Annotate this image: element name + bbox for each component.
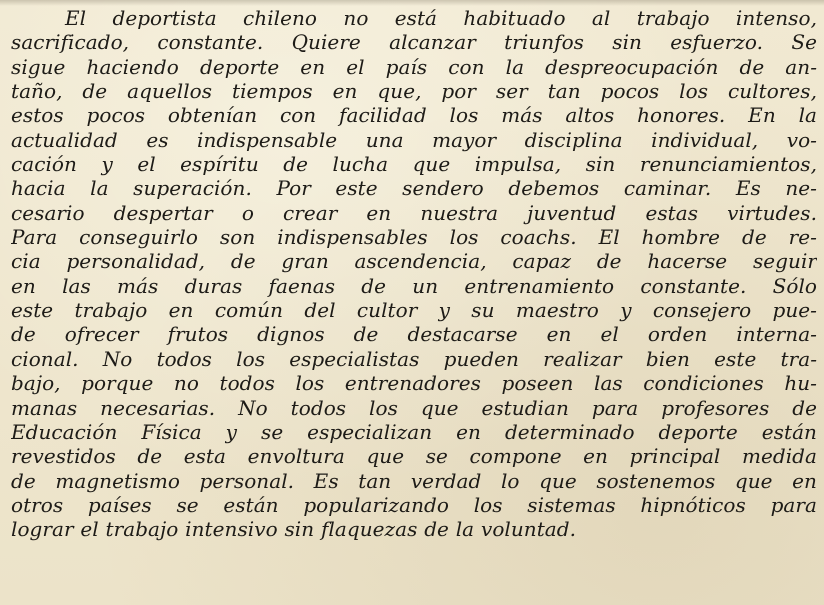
text-line-13: este trabajo en común del cultor y su maestro y consejero pue- — [11, 298, 817, 323]
text-line-21: otros países se están popularizando los sistemas hipnóticos para — [11, 492, 817, 517]
text-line-2: sacrificado, constante. Quiere alcanzar triunfos sin esfuerzo. Se — [11, 30, 817, 55]
article-paragraph — [11, 6, 817, 542]
text-line-4: taño, de aquellos tiempos en que, por ser tan pocos los cultores, — [11, 79, 817, 104]
text-line-15: cional. No todos los especialistas pueden realizar bien este tra- — [11, 346, 817, 371]
text-line-11: cia personalidad, de gran ascendencia, capaz de hacerse seguir — [11, 249, 817, 274]
text-line-19: revestidos de esta envoltura que se compone en principal medida — [11, 444, 817, 469]
text-line-20: de magnetismo personal. Es tan verdad lo que sostenemos que en — [11, 468, 817, 493]
text-line-10: Para conseguirlo son indispensables los coachs. El hombre de re- — [11, 225, 817, 250]
text-line-8: hacia la superación. Por este sendero debemos caminar. Es ne- — [11, 176, 817, 201]
text-line-18: Educación Física y se especializan en determinado deporte están — [11, 419, 817, 444]
text-line-14: de ofrecer frutos dignos de destacarse en el orden interna- — [11, 322, 817, 347]
text-line-22: lograr el trabajo intensivo sin flaquezas de la voluntad. — [11, 517, 577, 542]
text-line-5: estos pocos obtenían con facilidad los más altos honores. En la — [11, 103, 817, 128]
text-line-9: cesario despertar o crear en nuestra juventud estas virtudes. — [11, 200, 817, 225]
text-line-7: cación y el espíritu de lucha que impulsa, sin renunciamientos, — [11, 152, 817, 177]
text-line-16: bajo, porque no todos los entrenadores poseen las condiciones hu- — [11, 371, 817, 396]
text-line-12: en las más duras faenas de un entrenamiento constante. Sólo — [11, 273, 817, 298]
text-line-3: sigue haciendo deporte en el país con la despreocupación de an- — [11, 54, 817, 79]
text-line-1: El deportista chileno no está habituado al trabajo intenso, — [65, 6, 817, 30]
text-line-17: manas necesarias. No todos los que estudian para profesores de — [11, 395, 817, 420]
text-line-6: actualidad es indispensable una mayor disciplina individual, vo- — [11, 127, 817, 152]
